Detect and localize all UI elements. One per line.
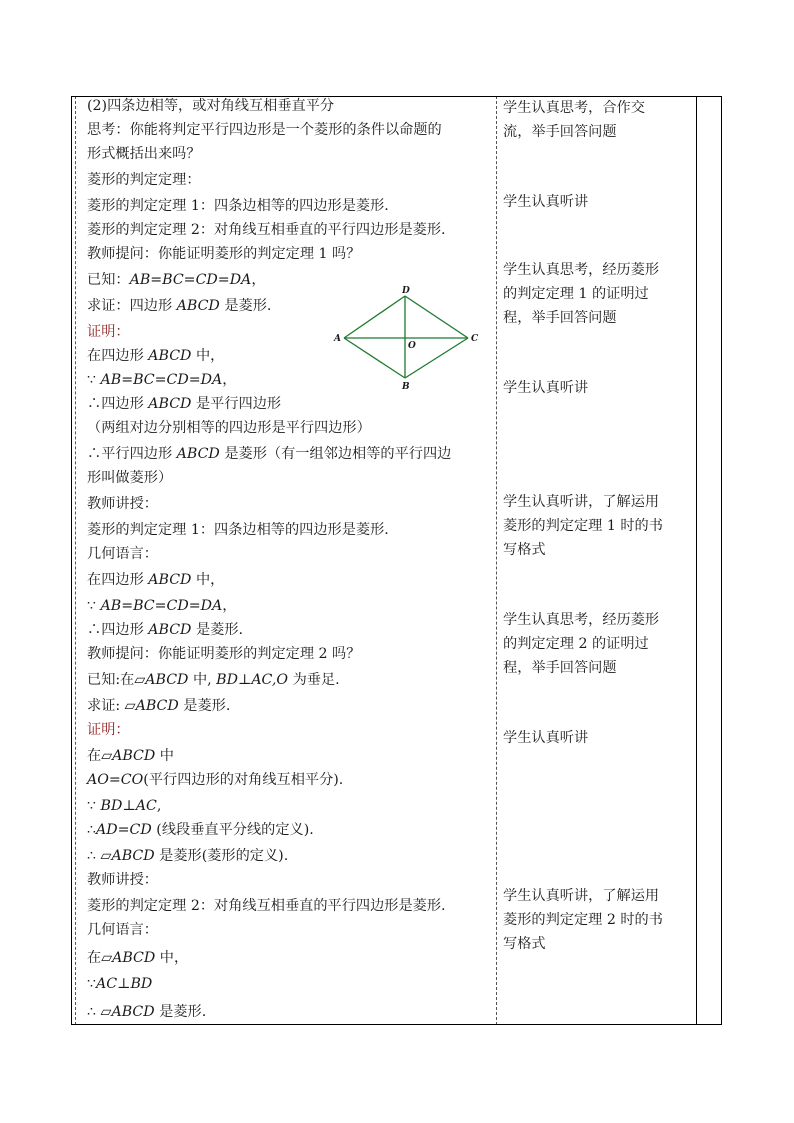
activity-line: 写格式 [503, 936, 546, 952]
math-term: ABCD [148, 622, 192, 638]
math-term: AC,O [251, 672, 289, 688]
text-run: 菱形的判定定理： [87, 172, 201, 188]
text-run: ， [222, 372, 237, 388]
table-right-divider [696, 96, 697, 1025]
text-run: = [117, 822, 130, 838]
text-run: 形式概括出来吗？ [87, 146, 201, 162]
activity-line: 写格式 [503, 542, 546, 558]
content-line [87, 949, 188, 967]
content-line [87, 621, 243, 639]
text-run: 教师讲授： [87, 872, 158, 888]
activity-line: 学生认真听讲 [503, 194, 589, 210]
math-term: AO [87, 772, 109, 788]
math-term: ABCD [135, 698, 179, 714]
label-a: A [334, 334, 341, 344]
label-c: C [471, 334, 479, 344]
edge-ab [344, 338, 405, 378]
text-run: 是菱形. [219, 298, 272, 314]
label-b: B [402, 382, 410, 392]
math-term: ABCD [111, 1004, 155, 1020]
math-term: ABCD [148, 572, 192, 588]
text-run: 菱形的判定定理 1：四条边相等的四边形是菱形. [87, 198, 389, 214]
text-run: ∵ [87, 798, 101, 814]
text-run: 在四边形 [87, 348, 149, 364]
text-run: ∵ [87, 372, 101, 388]
text-run: 形叫做菱形） [87, 470, 173, 486]
content-line [87, 975, 152, 993]
math-term: ABCD [111, 848, 155, 864]
content-line [87, 347, 224, 365]
text-run: 几何语言： [87, 546, 158, 562]
math-term: AB=BC=CD=DA [100, 372, 223, 388]
content-line [87, 395, 281, 413]
text-run: 在▱ [87, 748, 113, 764]
content-line [87, 797, 161, 815]
text-run: （两组对边分别相等的四边形是平行四边形） [87, 420, 371, 436]
content-line [87, 323, 130, 341]
math-term: ABCD [176, 298, 220, 314]
text-run: ⊥ [237, 672, 252, 688]
activity-line: 的判定定理 2 的证明过 [503, 636, 649, 652]
content-line [87, 171, 201, 189]
content-line [87, 847, 288, 865]
text-run: ∴ [87, 822, 97, 838]
text-run: 菱形的判定定理 2：对角线互相垂直的平行四边形是菱形. [87, 222, 446, 238]
content-line [87, 821, 314, 839]
activity-line: 学生认真听讲 [503, 730, 589, 746]
text-run: 证明： [87, 324, 130, 340]
math-term: ABCD [148, 348, 192, 364]
text-run: 是菱形. [154, 1004, 207, 1020]
content-line [87, 897, 446, 915]
content-line [87, 97, 334, 115]
text-run: (线段垂直平分线的定义). [151, 822, 314, 838]
text-run: , [156, 798, 162, 814]
text-run: 中， [191, 572, 225, 588]
math-term: BD [130, 976, 153, 992]
text-run: = [108, 772, 121, 788]
text-run: ， [251, 272, 266, 288]
rhombus-diagram [330, 284, 485, 392]
text-run: ∵ [87, 976, 97, 992]
activity-line: 菱形的判定定理 1 时的书 [503, 518, 663, 534]
text-run: 在四边形 [87, 572, 149, 588]
label-o: O [408, 341, 416, 351]
text-run: 中， [155, 950, 189, 966]
text-run: 已知:在▱ [87, 672, 146, 688]
text-run: 是菱形. [178, 698, 231, 714]
edge-dc [405, 296, 468, 338]
text-run: 已知： [87, 272, 130, 288]
text-run: ⊥ [117, 976, 131, 992]
math-term: ABCD [148, 396, 192, 412]
content-line [87, 671, 340, 689]
content-line [87, 271, 266, 289]
text-run: 求证: ▱ [87, 698, 136, 714]
math-term: AD [96, 822, 118, 838]
text-run: 教师讲授： [87, 496, 158, 512]
activity-line: 程，举手回答问题 [503, 310, 617, 326]
text-run: 证明： [87, 722, 130, 738]
text-run: 为垂足. [288, 672, 340, 688]
text-run: 求证：四边形 [87, 298, 177, 314]
text-run: 思考：你能将判定平行四边形是一个菱形的条件以命题的 [87, 122, 442, 138]
content-line [87, 495, 158, 513]
math-term: AB=BC=CD=DA [100, 598, 223, 614]
table-bottom-border [71, 1024, 722, 1025]
content-line [87, 371, 236, 389]
text-run: ∴四边形 [87, 622, 149, 638]
content-line [87, 469, 172, 487]
content-line [87, 121, 442, 139]
text-run: 教师提问：你能证明菱形的判定定理 1 吗？ [87, 246, 361, 262]
edge-da [344, 296, 405, 338]
label-d: D [402, 286, 410, 296]
activity-line: 的判定定理 1 的证明过 [503, 286, 649, 302]
text-run: 是菱形. [191, 622, 244, 638]
content-line [87, 197, 389, 215]
content-line [87, 445, 451, 463]
table-left-border [71, 96, 72, 1025]
content-line [87, 645, 360, 663]
text-run: 中, [188, 672, 217, 688]
text-run: ∴ ▱ [87, 848, 112, 864]
text-run: ∴平行四边形 [87, 446, 177, 462]
text-run: ⊥ [122, 798, 136, 814]
activity-line: 学生认真听讲，了解运用 [503, 494, 660, 510]
content-line [87, 419, 371, 437]
math-term: AC [135, 798, 157, 814]
math-term: AB=BC=CD=DA [129, 272, 252, 288]
math-term: CD [129, 822, 152, 838]
text-run: (平行四边形的对角线互相平分). [143, 772, 344, 788]
math-term: ABCD [112, 748, 156, 764]
table-column-divider [496, 96, 497, 1025]
text-run: 中 [155, 748, 174, 764]
content-line [87, 921, 158, 939]
content-line [87, 221, 446, 239]
content-line [87, 747, 174, 765]
content-line [87, 297, 271, 315]
content-line [87, 771, 343, 789]
table-right-border [721, 96, 722, 1025]
content-line [87, 571, 224, 589]
content-line [87, 545, 158, 563]
text-run: (2)四条边相等，或对角线互相垂直平分 [87, 98, 335, 114]
text-run: 是菱形(菱形的定义). [154, 848, 289, 864]
table-left-inner-border [75, 96, 76, 1025]
content-line [87, 145, 201, 163]
activity-line: 学生认真听讲，了解运用 [503, 888, 660, 904]
activity-line: 程，举手回答问题 [503, 660, 617, 676]
math-term: ABCD [112, 950, 156, 966]
text-run: 菱形的判定定理 1：四条边相等的四边形是菱形. [87, 522, 389, 538]
activity-line: 学生认真听讲 [503, 380, 589, 396]
text-run: ∴四边形 [87, 396, 149, 412]
activity-line: 学生认真思考，合作交 [503, 100, 645, 116]
text-run: 几何语言： [87, 922, 158, 938]
text-run: 是菱形（有一组邻边相等的平行四边 [219, 446, 452, 462]
content-line [87, 721, 130, 739]
text-run: 中， [191, 348, 225, 364]
activity-line: 菱形的判定定理 2 时的书 [503, 912, 663, 928]
math-term: BD [100, 798, 123, 814]
math-term: ABCD [176, 446, 220, 462]
activity-line: 学生认真思考，经历菱形 [503, 262, 660, 278]
content-line [87, 597, 236, 615]
math-term: CO [120, 772, 144, 788]
text-run: ∵ [87, 598, 101, 614]
text-run: 在▱ [87, 950, 113, 966]
content-line [87, 871, 158, 889]
math-term: AC [96, 976, 118, 992]
content-line [87, 1003, 206, 1021]
content-line [87, 697, 230, 715]
text-run: 教师提问：你能证明菱形的判定定理 2 吗？ [87, 646, 361, 662]
text-run: 菱形的判定定理 2：对角线互相垂直的平行四边形是菱形. [87, 898, 446, 914]
content-line [87, 245, 360, 263]
text-run: ∴ ▱ [87, 1004, 112, 1020]
activity-line: 学生认真思考，经历菱形 [503, 612, 660, 628]
math-term: ABCD [145, 672, 189, 688]
activity-line: 流，举手回答问题 [503, 124, 617, 140]
text-run: ， [222, 598, 237, 614]
math-term: BD [216, 672, 238, 688]
content-line [87, 521, 389, 539]
text-run: 是平行四边形 [191, 396, 282, 412]
